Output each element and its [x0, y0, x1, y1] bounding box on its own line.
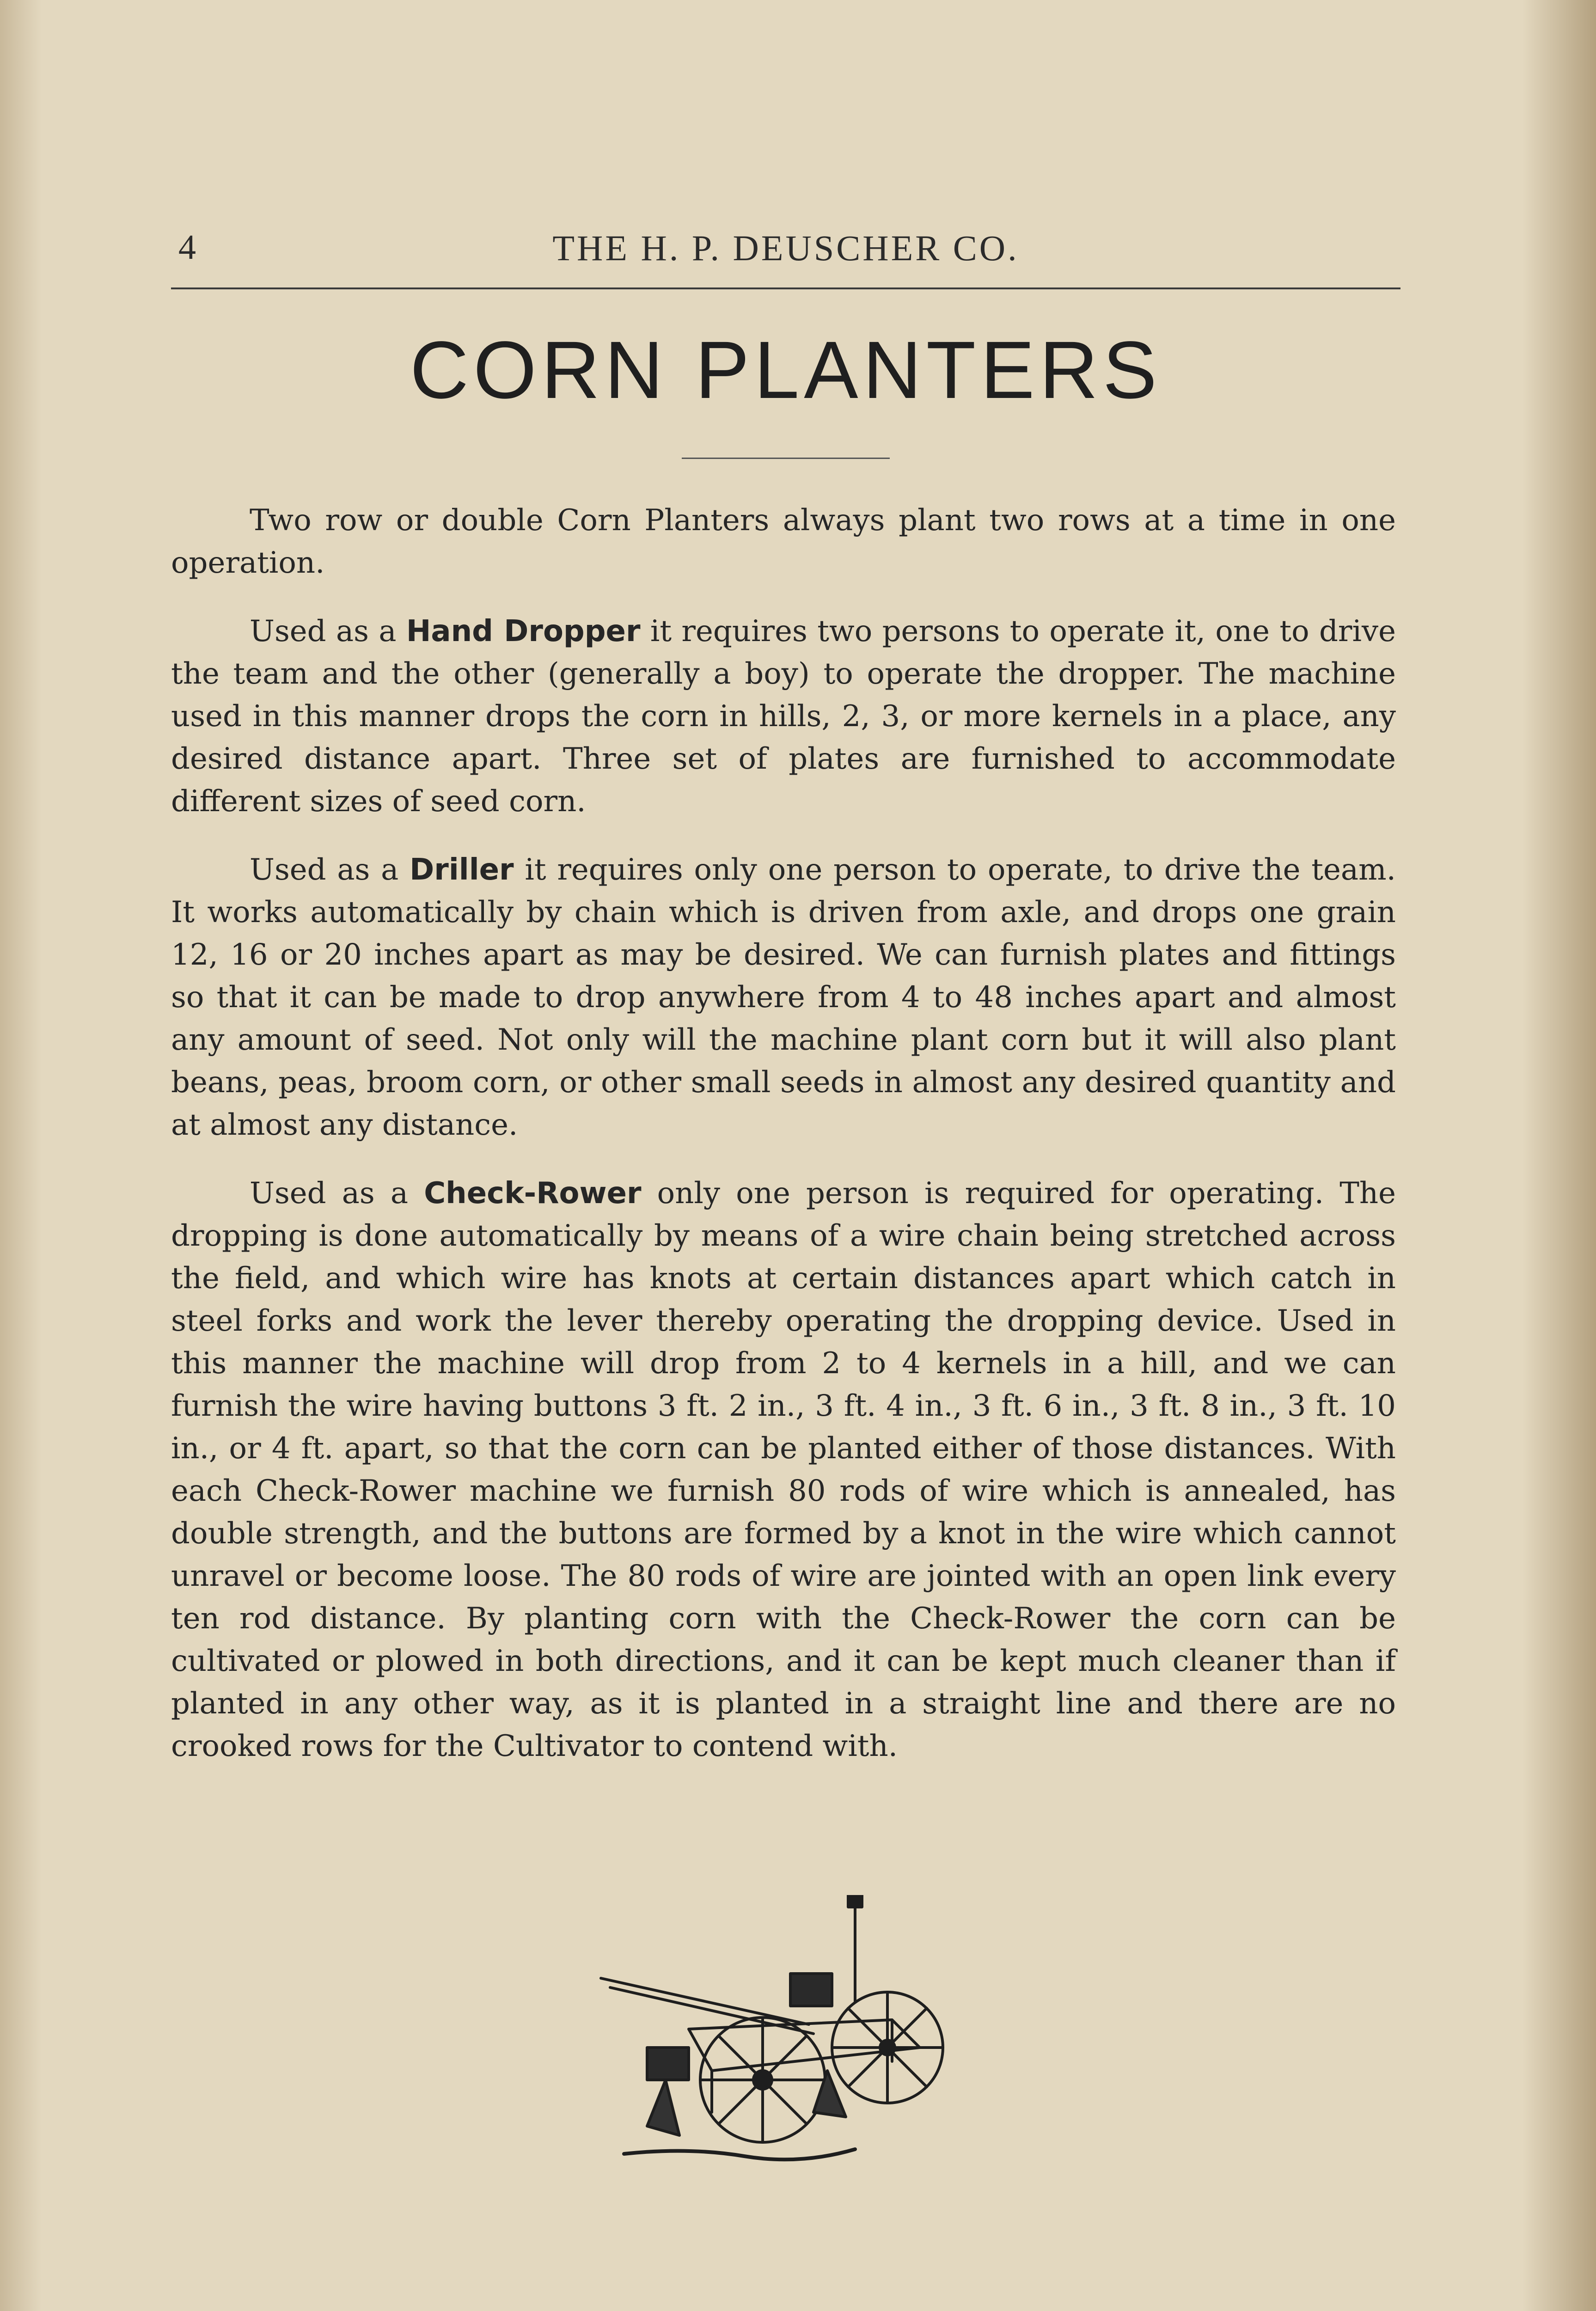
paragraph-text: Two row or double Corn Planters always plant two rows at a time in one operation.	[171, 503, 1396, 580]
page-number: 4	[178, 228, 196, 267]
term-hand-dropper: Hand Dropper	[406, 614, 641, 648]
paragraph-text: only one person is required for operating. The dropping is done automatically by means of a wire chain being stretched across the field, and which wire has knots at certain distances apart which catch in steel forks and work the lever thereby operating the dropping device. Used in this manner the machine will drop from 2 to 4 kernels in a hill, and we can furnish the wire having buttons 3 ft. 2 in., 3 ft. 4 in., 3 ft. 6 in., 3 ft. 8 in., 3 ft. 10 in., or 4 ft. apart, so that the corn can be planted either of those distances. With each Check-Rower machine we furnish 80 rods of wire which is annealed, has double strength, and the buttons are formed by a knot in the wire which cannot unravel or become loose. The 80 rods of wire are jointed with an open link every ten rod distance. By planting corn with the Check-Rower the corn can be cultivated or plowed in both directions, and it can be kept much cleaner than if planted in any other way, as it is planted in a straight line and there are no crooked rows for the Cultivator to contend with.	[171, 1176, 1396, 1763]
seed-hopper-left	[647, 2048, 689, 2080]
paragraph-lead: Used as a	[250, 853, 410, 887]
paragraph-intro	[171, 499, 1396, 584]
paragraph-lead: Used as a	[250, 1176, 424, 1211]
paragraph-lead: Used as a	[250, 614, 406, 648]
paragraph-hand-dropper	[171, 610, 1396, 823]
page-title: CORN PLANTERS	[410, 325, 1162, 416]
tongue-pole	[601, 1978, 809, 2024]
paragraph-text: it requires only one person to operate, to drive the team. It works automatically by chain which is driven from axle, and drops one grain 12, 16 or 20 inches apart as may be desired. We can furnish plates and fittings so that it can be made to drop anywhere from 4 to 48 inches apart and almost any amount of seed. Not only will the machine plant corn but it will also plant beans, peas, broom corn, or other small seeds in almost any desired quantity and at almost any distance.	[171, 853, 1396, 1142]
paragraph-text: it requires two persons to operate it, one to drive the team and the other (generally a boy) to operate the dropper. The machine used in this manner drops the corn in hills, 2, 3, or more kernels in a place, any desired distance apart. Three set of plates are furnished to accommodate different sizes of seed corn.	[171, 614, 1396, 819]
title-divider	[682, 458, 890, 459]
furrow-opener-left	[647, 2080, 679, 2135]
running-header	[171, 227, 1400, 289]
term-check-rower: Check-Rower	[424, 1176, 642, 1211]
publisher-name: THE H. P. DEUSCHER CO.	[552, 228, 1019, 268]
article-body	[171, 499, 1396, 1793]
ground-line	[624, 2149, 855, 2159]
paragraph-check-rower	[171, 1172, 1396, 1767]
seat-top	[848, 1895, 862, 1907]
paragraph-driller	[171, 849, 1396, 1146]
corn-planter-illustration	[596, 1895, 961, 2172]
seed-hopper-right	[790, 1974, 832, 2006]
term-driller: Driller	[410, 853, 514, 887]
